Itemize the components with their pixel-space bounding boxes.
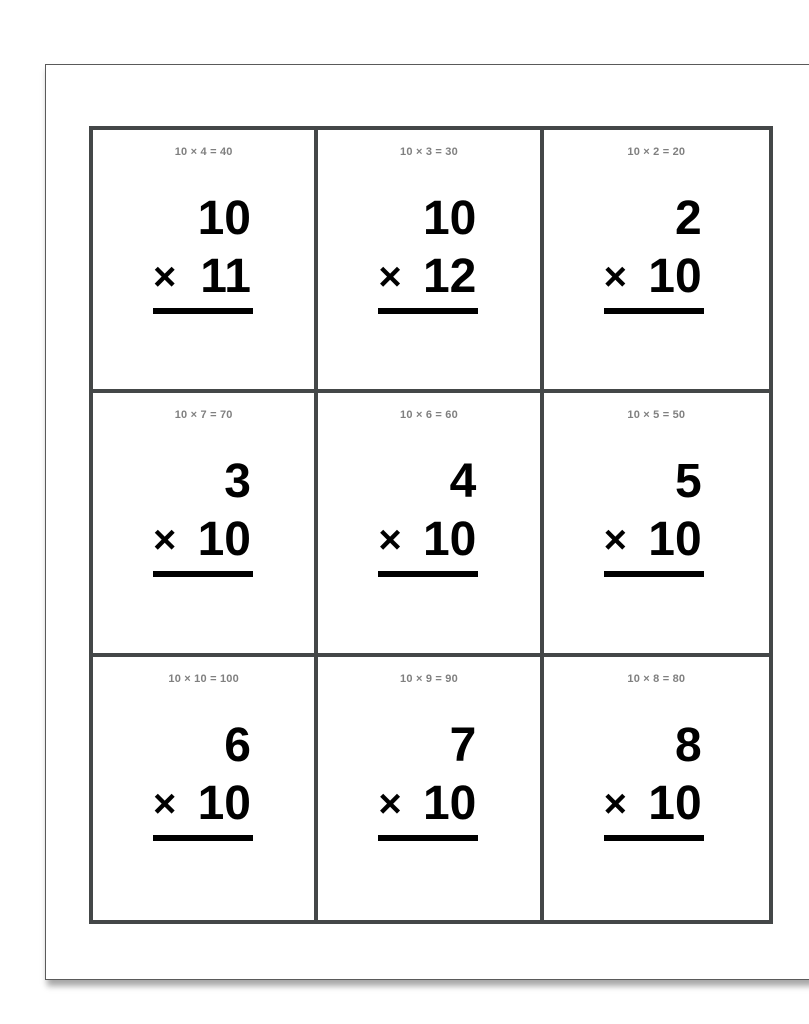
multiplier: 10 bbox=[422, 776, 477, 830]
flash-card bbox=[318, 130, 543, 393]
answer-key: 10 × 9 = 90 bbox=[400, 672, 458, 685]
times-sign: × bbox=[378, 781, 402, 826]
multiplier: 11 bbox=[200, 250, 251, 303]
answer-key: 10 × 7 = 70 bbox=[174, 409, 233, 422]
multiplier-row bbox=[153, 775, 253, 841]
multiplier: 10 bbox=[648, 250, 702, 303]
multiplier: 10 bbox=[197, 513, 251, 567]
problem bbox=[378, 190, 478, 314]
multiplier-row bbox=[604, 248, 704, 314]
multiplicand: 4 bbox=[449, 455, 477, 509]
multiplier: 10 bbox=[197, 776, 251, 830]
flash-card bbox=[544, 657, 769, 920]
problem bbox=[153, 717, 253, 841]
problem bbox=[153, 453, 253, 577]
multiplicand: 6 bbox=[224, 718, 251, 772]
multiplier-row bbox=[604, 511, 704, 577]
flash-card bbox=[93, 657, 318, 920]
multiplicand: 3 bbox=[224, 455, 251, 509]
flash-card bbox=[93, 393, 318, 656]
multiplier: 10 bbox=[648, 513, 702, 567]
multiplicand: 8 bbox=[674, 718, 702, 772]
multiplier-row bbox=[153, 248, 253, 314]
multiplier-row bbox=[378, 248, 478, 314]
flash-card bbox=[93, 130, 318, 393]
times-sign: × bbox=[378, 255, 402, 299]
multiplicand: 5 bbox=[674, 455, 702, 509]
multiplier-row bbox=[378, 511, 478, 577]
answer-key: 10 × 5 = 50 bbox=[627, 409, 686, 422]
flash-card bbox=[544, 130, 769, 393]
multiplier: 10 bbox=[648, 776, 702, 830]
answer-key: 10 × 6 = 60 bbox=[400, 409, 458, 422]
answer-key: 10 × 4 = 40 bbox=[174, 146, 233, 158]
multiplier-row bbox=[604, 775, 704, 841]
multiplicand: 10 bbox=[197, 192, 251, 245]
flash-card bbox=[318, 657, 543, 920]
times-sign: × bbox=[603, 255, 628, 299]
problem bbox=[378, 717, 478, 841]
problem bbox=[378, 453, 478, 577]
times-sign: × bbox=[378, 518, 402, 563]
answer-key: 10 × 3 = 30 bbox=[400, 146, 458, 158]
problem bbox=[604, 190, 704, 314]
flash-card bbox=[544, 393, 769, 656]
answer-key: 10 × 8 = 80 bbox=[627, 672, 686, 685]
problem bbox=[604, 717, 704, 841]
flash-card-grid bbox=[89, 126, 773, 924]
times-sign: × bbox=[153, 781, 177, 826]
problem bbox=[604, 453, 704, 577]
multiplier-row bbox=[378, 775, 478, 841]
multiplier: 12 bbox=[422, 250, 477, 303]
answer-key: 10 × 2 = 20 bbox=[627, 146, 686, 158]
times-sign: × bbox=[153, 518, 177, 563]
flash-card bbox=[318, 393, 543, 656]
multiplier: 10 bbox=[422, 513, 477, 567]
answer-key: 10 × 10 = 100 bbox=[168, 672, 239, 685]
problem bbox=[153, 190, 253, 314]
multiplicand: 7 bbox=[449, 718, 477, 772]
multiplier-row bbox=[153, 511, 253, 577]
times-sign: × bbox=[603, 518, 628, 563]
multiplicand: 2 bbox=[674, 192, 702, 245]
times-sign: × bbox=[603, 781, 628, 826]
multiplicand: 10 bbox=[422, 192, 477, 245]
times-sign: × bbox=[153, 255, 177, 299]
